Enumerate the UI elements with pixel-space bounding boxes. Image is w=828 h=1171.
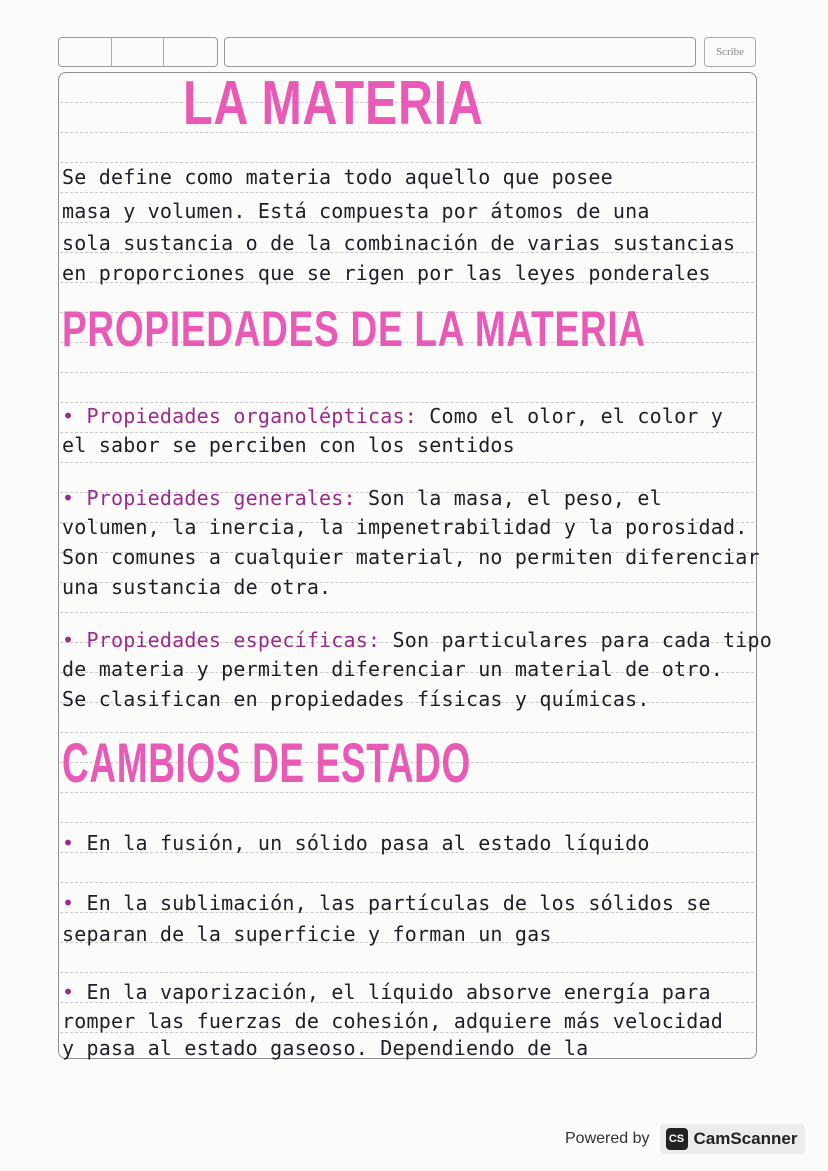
ruled-line	[60, 972, 754, 974]
camscanner-badge	[660, 1124, 806, 1154]
intro-line-2: masa y volumen. Está compuesta por átomos de una	[62, 199, 650, 223]
ruled-line	[60, 612, 754, 614]
scanner-watermark	[565, 1122, 805, 1156]
change-fusion: • En la fusión, un sólido pasa al estado líquido	[62, 831, 650, 855]
notebook-brand-logo: Scribe	[704, 37, 756, 67]
powered-by-text: Powered by	[565, 1130, 650, 1147]
change-sublimacion-line-1: • En la sublimación, las partículas de los sólidos se	[62, 891, 711, 915]
title-la-materia: LA MATERIA	[183, 69, 484, 138]
prop-especificas-line-2: de materia y permiten diferenciar un material de otro.	[62, 657, 724, 681]
prop-especificas-line-1: • Propiedades específicas: Son particulares para cada tipo	[62, 628, 773, 652]
prop-especificas-label: • Propiedades específicas:	[62, 628, 381, 652]
change-vaporizacion-line-1: • En la vaporización, el líquido absorve energía para	[62, 980, 711, 1004]
topic-box	[224, 37, 696, 67]
prop-organolepticas-line-1: • Propiedades organolépticas: Como el olor, el color y	[62, 404, 724, 428]
ruled-line	[60, 882, 754, 884]
camscanner-logo-icon: CS	[666, 1128, 688, 1150]
prop-generales-label: • Propiedades generales:	[62, 486, 356, 510]
change-sublimacion-line-2: separan de la superficie y forman un gas	[62, 922, 552, 946]
intro-line-3: sola sustancia o de la combinación de varias sustancias	[62, 231, 736, 255]
prop-generales-line-3: Son comunes a cualquier material, no permiten diferenciar	[62, 545, 760, 569]
prop-organolepticas-label: • Propiedades organolépticas:	[62, 404, 417, 428]
prop-generales-line-1: • Propiedades generales: Son la masa, el peso, el	[62, 486, 662, 510]
ruled-line	[60, 822, 754, 824]
intro-line-4: en proporciones que se rigen por las leyes ponderales	[62, 261, 711, 285]
ruled-line	[60, 462, 754, 464]
change-vaporizacion-line-3: y pasa al estado gaseoso. Dependiendo de la	[62, 1036, 589, 1060]
prop-generales-line-2: volumen, la inercia, la impenetrabilidad y la porosidad.	[62, 515, 748, 539]
ruled-line	[60, 372, 754, 374]
prop-generales-line-4: una sustancia de otra.	[62, 575, 332, 599]
ruled-line	[60, 162, 754, 164]
prop-organolepticas-line-2: el sabor se perciben con los sentidos	[62, 433, 515, 457]
ruled-line	[60, 192, 754, 194]
camscanner-name: CamScanner	[693, 1129, 798, 1148]
intro-line-1: Se define como materia todo aquello que posee	[62, 165, 613, 189]
prop-especificas-line-3: Se clasifican en propiedades físicas y químicas.	[62, 687, 650, 711]
title-cambios-de-estado: CAMBIOS DE ESTADO	[62, 731, 471, 794]
change-vaporizacion-line-2: romper las fuerzas de cohesión, adquiere más velocidad	[62, 1009, 724, 1033]
date-boxes	[58, 37, 218, 67]
title-propiedades: PROPIEDADES DE LA MATERIA	[62, 301, 646, 357]
